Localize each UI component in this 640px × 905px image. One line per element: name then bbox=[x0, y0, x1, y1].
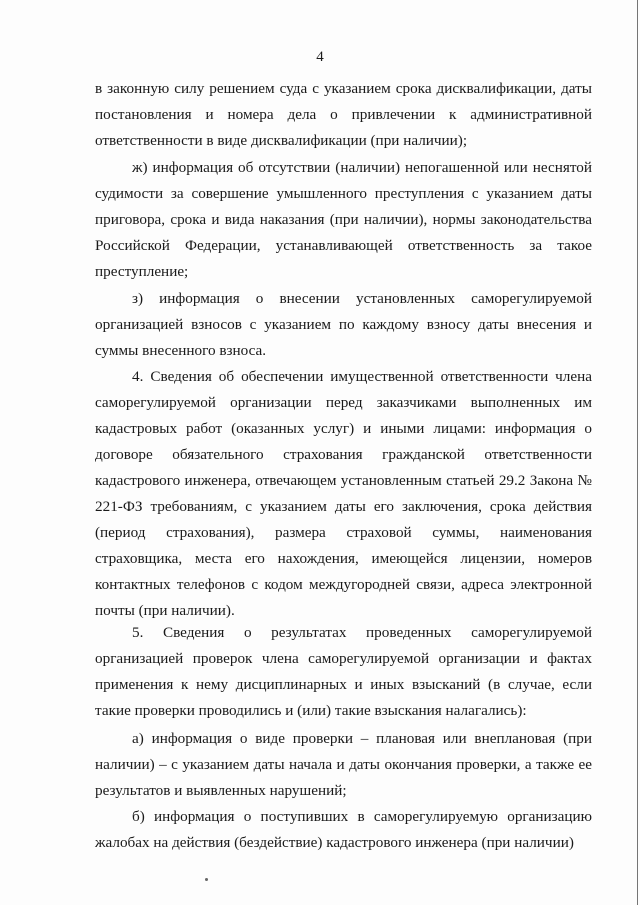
paragraph-zh: ж) информация об отсутствии (наличии) непогашенной или неснятой судимости за совершение умышленного преступления с указанием даты приговора, срока и вида наказания (при наличии), нормы законодательства Российской Федерации, устанавливающей ответственность за такое преступление; bbox=[95, 159, 592, 280]
paragraph-block-5 bbox=[95, 620, 592, 724]
paragraph-block-1 bbox=[95, 76, 592, 154]
paragraph-a: а) информация о виде проверки – плановая или внеплановая (при наличии) – с указанием даты начала и даты окончания проверки, а также ее результатов и выявленных нарушений; bbox=[95, 730, 592, 799]
paragraph-block-2 bbox=[95, 155, 592, 285]
paragraph-block-4 bbox=[95, 364, 592, 624]
paragraph-z: з) информация о внесении установленных саморегулируемой организацией взносов с указанием по каждому взносу даты внесения и суммы внесенного взноса. bbox=[95, 290, 592, 359]
page-number: 4 bbox=[316, 49, 324, 65]
paragraph-b: б) информация о поступивших в саморегулируемую организацию жалобах на действия (бездействие) кадастрового инженера (при наличии) bbox=[95, 808, 592, 851]
paragraph-section-5: 5. Сведения о результатах проведенных саморегулируемой организацией проверок члена саморегулируемой организации и фактах применения к нему дисциплинарных и иных взысканий (в случае, если такие проверки проводились и (или) такие взыскания налагались): bbox=[95, 624, 592, 719]
paragraph-block-6 bbox=[95, 726, 592, 804]
scan-edge-line bbox=[637, 0, 638, 905]
paragraph-block-3 bbox=[95, 286, 592, 364]
scan-speck bbox=[205, 878, 208, 881]
paragraph-block-7 bbox=[95, 804, 592, 856]
paragraph-continuation: в законную силу решением суда с указанием срока дисквалификации, даты постановления и номера дела о привлечении к административной ответственности в виде дисквалификации (при наличии); bbox=[95, 80, 592, 149]
paragraph-section-4: 4. Сведения об обеспечении имущественной ответственности члена саморегулируемой организации перед заказчиками выполненных им кадастровых работ (оказанных услуг) и иными лицами: информация о договоре обязательного страхования гражданской ответственности кадастрового инженера, отвечающем установленным статьей 29.2 Закона № 221-ФЗ требованиям, с указанием даты его заключения, срока действия (период страхования), размера страховой суммы, наименования страховщика, места его нахождения, имеющейся лицензии, номеров контактных телефонов с кодом междугородней связи, адреса электронной почты (при наличии). bbox=[95, 368, 592, 619]
